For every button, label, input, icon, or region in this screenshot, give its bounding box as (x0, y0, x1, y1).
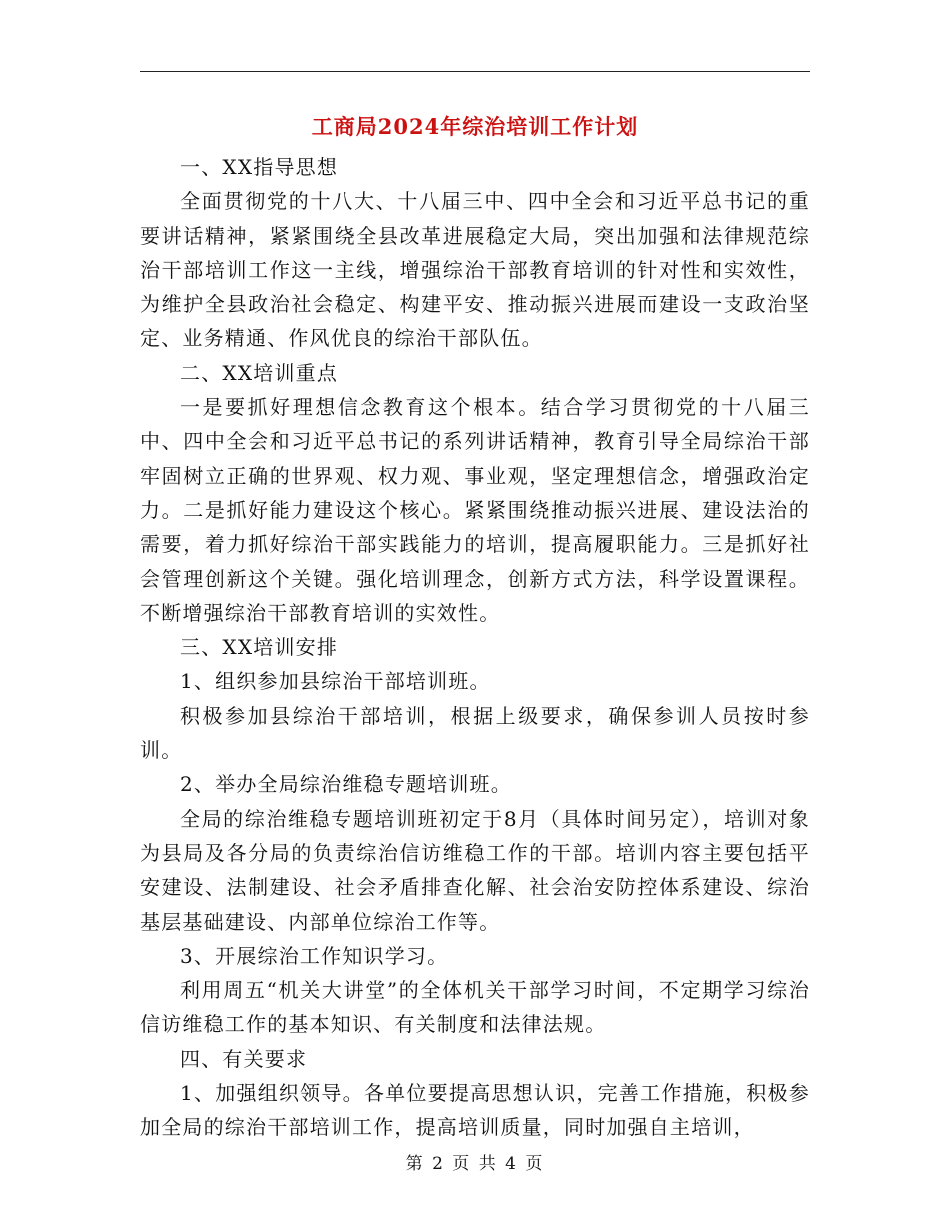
page-number: 第 2 页 共 4 页 (405, 1154, 545, 1174)
section-heading-training-focus: 二、XX培训重点 (180, 360, 339, 385)
paragraph-requirements: 1、加强组织领导。各单位要提高思想认识，完善工作措施，积极参加全局的综治干部培训工作，提高培训质量，同时加强自主培训， (140, 1081, 810, 1140)
paragraph-special-training: 全局的综治维稳专题培训班初定于8月（具体时间另定），培训对象为县局及各分局的负责综治信访维稳工作的干部。培训内容主要包括平安建设、法制建设、社会矛盾排查化解、社会治安防控体系建设、综治基层基础建设、内部单位综治工作等。 (140, 806, 810, 934)
item-heading-special-training: 2、举办全局综治维稳专题培训班。 (180, 772, 512, 797)
item-heading-knowledge-study: 3、开展综治工作知识学习。 (180, 943, 449, 968)
document-body (140, 150, 810, 1145)
section-heading-training-arrangement: 三、XX培训安排 (180, 635, 339, 660)
paragraph-training-focus: 一是要抓好理想信念教育这个根本。结合学习贯彻党的十八届三中、四中全会和习近平总书记的系列讲话精神，教育引导全局综治干部牢固树立正确的世界观、权力观、事业观，坚定理想信念，增强政治定力。二是抓好能力建设这个核心。紧紧围绕推动振兴进展、建设法治的需要，着力抓好综治干部实践能力的培训，提高履职能力。三是抓好社会管理创新这个关键。强化培训理念，创新方式方法，科学设置课程。不断增强综治干部教育培训的实效性。 (140, 395, 810, 625)
header-rule (140, 71, 810, 72)
paragraph-guiding-thought: 全面贯彻党的十八大、十八届三中、四中全会和习近平总书记的重要讲话精神，紧紧围绕全县改革进展稳定大局，突出加强和法律规范综治干部培训工作这一主线，增强综治干部教育培训的针对性和实效性，为维护全县政治社会稳定、构建平安、推动振兴进展而建设一支政治坚定、业务精通、作风优良的综治干部队伍。 (140, 189, 810, 351)
section-heading-requirements: 四、有关要求 (180, 1046, 308, 1071)
section-heading-guiding-thought: 一、XX指导思想 (180, 155, 339, 179)
item-heading-county-training: 1、组织参加县综治干部培训班。 (180, 669, 491, 694)
document-title: 工商局2024年综治培训工作计划 (311, 114, 639, 139)
paragraph-knowledge-study: 利用周五“机关大讲堂”的全体机关干部学习时间，不定期学习综治信访维稳工作的基本知识、有关制度和法律法规。 (140, 978, 810, 1037)
paragraph-county-training: 积极参加县综治干部培训，根据上级要求，确保参训人员按时参训。 (140, 703, 810, 763)
